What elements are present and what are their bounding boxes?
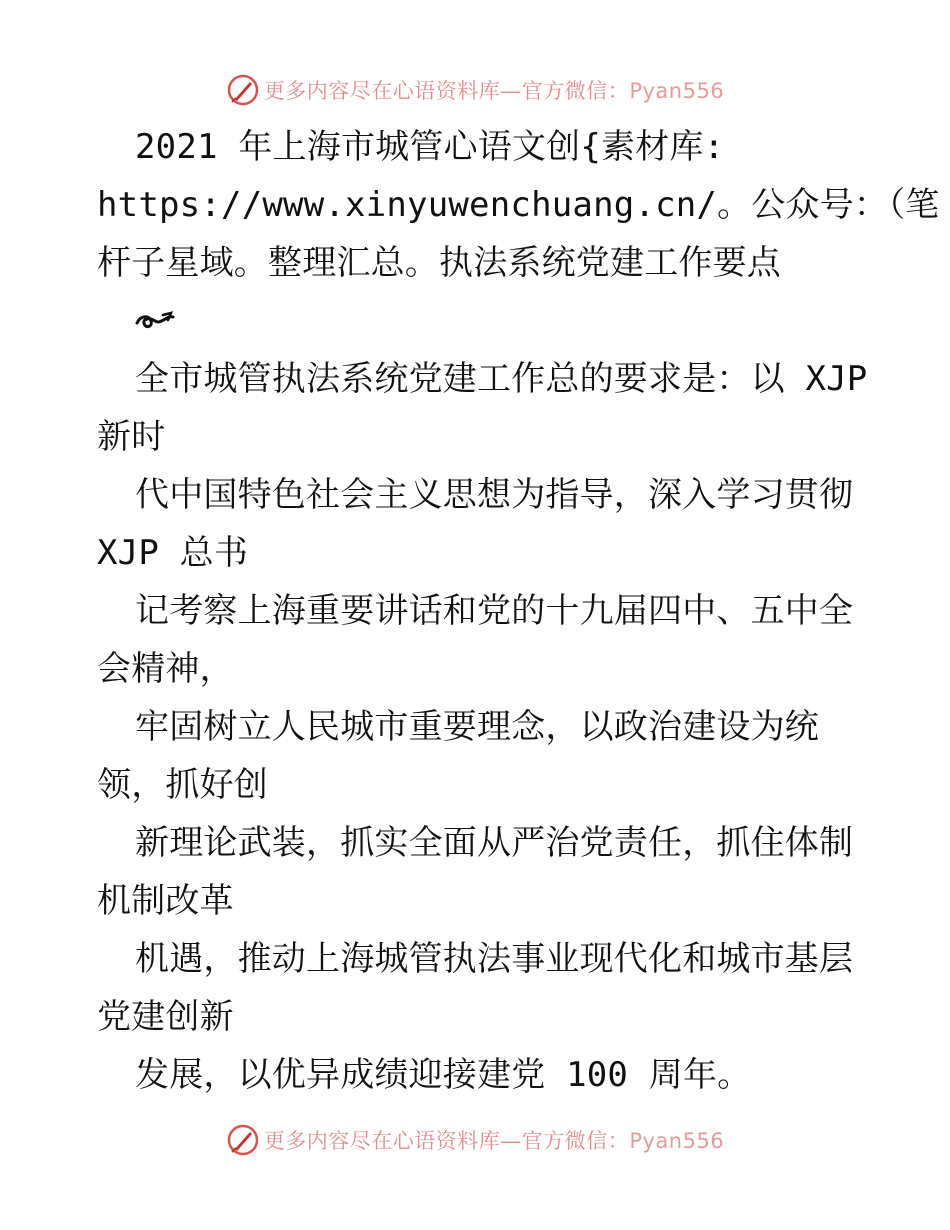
body-line: 会精神， <box>97 649 234 689</box>
body-line: 牢固树立人民城市重要理念，以政治建设为统 <box>135 707 819 747</box>
banner-text: 更多内容尽在心语资料库—官方微信：Pyan556 <box>263 79 725 103</box>
body-line: 全市城管执法系统党建工作总的要求是：以 XJP <box>135 359 868 399</box>
document-body <box>97 118 940 1104</box>
body-line: 党建创新 <box>97 997 234 1037</box>
body-line: 2021 年上海市城管心语文创{素材库: <box>135 127 725 167</box>
body-line: 机制改革 <box>97 881 234 921</box>
body-line: 记考察上海重要讲话和党的十九届四中、五中全 <box>135 591 854 631</box>
scroll-flourish-icon <box>135 309 175 333</box>
body-line: 发展，以优异成绩迎接建党 100 周年。 <box>135 1055 752 1095</box>
footer-banner <box>0 1120 950 1160</box>
body-line: 领，抓好创 <box>97 765 268 805</box>
body-line: 机遇，推动上海城管执法事业现代化和城市基层 <box>135 939 854 979</box>
ornament-row <box>97 292 857 350</box>
header-banner <box>0 70 950 110</box>
banner-text: 更多内容尽在心语资料库—官方微信：Pyan556 <box>263 1129 725 1153</box>
quill-pen-logo-icon <box>226 73 260 107</box>
body-line: 新理论武装，抓实全面从严治党责任，抓住体制 <box>135 823 854 863</box>
body-line: https://www.xinyuwenchuang.cn/。公众号：（笔 <box>97 185 940 225</box>
quill-pen-logo-icon <box>226 1123 260 1157</box>
body-line: 代中国特色社会主义思想为指导，深入学习贯彻 <box>135 475 854 515</box>
body-line: XJP 总书 <box>97 533 249 573</box>
body-line: 新时 <box>97 417 166 457</box>
body-line: 杆子星域。整理汇总。执法系统党建工作要点 <box>97 243 781 283</box>
